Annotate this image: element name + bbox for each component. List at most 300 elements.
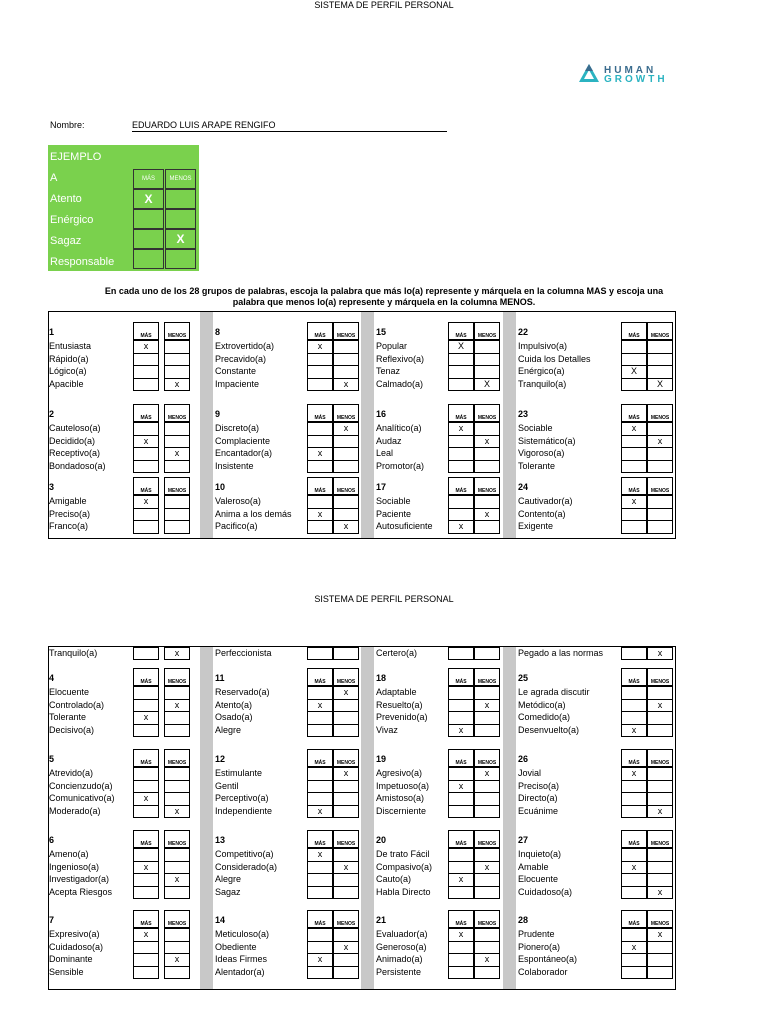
mas-checkbox[interactable] (133, 365, 159, 378)
menos-checkbox[interactable] (647, 861, 673, 874)
group-word: Agresivo(a) (376, 768, 423, 779)
menos-checkbox[interactable]: x (164, 699, 190, 712)
menos-checkbox[interactable] (647, 686, 673, 699)
mas-checkbox[interactable] (448, 861, 474, 874)
mas-checkbox[interactable]: x (307, 447, 333, 460)
group-word: Discreto(a) (215, 423, 260, 434)
menos-checkbox[interactable] (474, 447, 500, 460)
mas-checkbox[interactable] (448, 460, 474, 473)
mas-header: MÁS (307, 749, 333, 767)
mas-checkbox[interactable] (133, 966, 159, 979)
mas-checkbox[interactable] (621, 873, 647, 886)
mas-checkbox[interactable]: x (133, 340, 159, 353)
menos-checkbox[interactable]: x (333, 941, 359, 954)
menos-checkbox[interactable] (164, 780, 190, 793)
group-word: Anima a los demás (215, 508, 292, 519)
carry-word: Pegado a las normas (518, 648, 604, 658)
mas-checkbox[interactable] (133, 805, 159, 818)
menos-header: MENOS (647, 404, 673, 422)
menos-checkbox[interactable] (474, 792, 500, 805)
menos-header: MENOS (164, 910, 190, 928)
menos-checkbox[interactable]: x (164, 378, 190, 391)
example-word: Enérgico (50, 214, 94, 226)
group-word: Paciente (376, 508, 412, 519)
menos-checkbox[interactable]: x (333, 378, 359, 391)
mas-header: MÁS (133, 910, 159, 928)
mas-checkbox[interactable] (307, 647, 333, 660)
menos-checkbox[interactable] (164, 422, 190, 435)
menos-checkbox[interactable]: x (164, 805, 190, 818)
group-number: 12 (215, 754, 226, 764)
mas-checkbox[interactable] (448, 495, 474, 508)
menos-checkbox[interactable] (474, 520, 500, 533)
mas-checkbox[interactable]: x (621, 861, 647, 874)
menos-checkbox[interactable] (647, 953, 673, 966)
mas-checkbox[interactable] (621, 805, 647, 818)
menos-checkbox[interactable] (164, 353, 190, 366)
mas-checkbox[interactable] (307, 520, 333, 533)
menos-header: MENOS (164, 404, 190, 422)
menos-checkbox[interactable]: x (647, 647, 673, 660)
menos-checkbox[interactable] (474, 711, 500, 724)
mas-checkbox[interactable]: X (448, 340, 474, 353)
menos-checkbox[interactable] (333, 647, 359, 660)
mas-checkbox[interactable]: x (448, 724, 474, 737)
mas-checkbox[interactable] (133, 848, 159, 861)
mas-checkbox[interactable]: x (307, 340, 333, 353)
column-separator (361, 312, 374, 538)
mas-checkbox[interactable] (621, 711, 647, 724)
mas-header: MÁS (133, 749, 159, 767)
menos-checkbox[interactable] (333, 780, 359, 793)
mas-checkbox[interactable] (448, 941, 474, 954)
mas-checkbox[interactable] (307, 353, 333, 366)
name-label: Nombre: (50, 120, 85, 130)
menos-checkbox[interactable] (474, 966, 500, 979)
carry-word: Perfeccionista (215, 648, 272, 658)
mas-checkbox[interactable] (621, 378, 647, 391)
mas-checkbox[interactable] (448, 711, 474, 724)
group-word: Animado(a) (376, 954, 423, 965)
mas-checkbox[interactable] (621, 447, 647, 460)
menos-checkbox[interactable] (647, 340, 673, 353)
mas-checkbox[interactable]: x (621, 724, 647, 737)
mas-checkbox[interactable] (133, 508, 159, 521)
menos-checkbox[interactable] (164, 520, 190, 533)
mas-checkbox[interactable]: X (621, 365, 647, 378)
menos-checkbox[interactable] (474, 647, 500, 660)
group-word: Amable (518, 861, 549, 872)
group-word: Compasivo(a) (376, 861, 433, 872)
mas-checkbox[interactable]: x (448, 780, 474, 793)
mas-checkbox[interactable]: x (133, 928, 159, 941)
mas-checkbox[interactable] (448, 647, 474, 660)
mas-checkbox[interactable] (133, 699, 159, 712)
group-word: Atento(a) (215, 699, 253, 710)
menos-checkbox[interactable] (333, 508, 359, 521)
menos-checkbox[interactable] (647, 508, 673, 521)
menos-checkbox[interactable]: x (474, 861, 500, 874)
menos-header: MENOS (333, 668, 359, 686)
mas-checkbox[interactable] (621, 460, 647, 473)
mas-checkbox[interactable]: x (307, 805, 333, 818)
mas-checkbox[interactable] (307, 928, 333, 941)
menos-header: MENOS (474, 404, 500, 422)
group-word: Generoso(a) (376, 941, 427, 952)
menos-checkbox[interactable] (474, 873, 500, 886)
menos-checkbox[interactable] (333, 805, 359, 818)
group-word: Tolerante (518, 460, 556, 471)
mas-checkbox[interactable] (307, 792, 333, 805)
menos-checkbox[interactable] (647, 520, 673, 533)
mas-header: MÁS (621, 749, 647, 767)
menos-checkbox[interactable] (474, 724, 500, 737)
mas-checkbox[interactable] (448, 767, 474, 780)
menos-checkbox[interactable]: x (647, 805, 673, 818)
menos-checkbox[interactable] (164, 460, 190, 473)
example-menos-cell[interactable] (165, 209, 196, 229)
group-word: Sensible (49, 966, 84, 977)
menos-checkbox[interactable] (333, 724, 359, 737)
mas-checkbox[interactable] (133, 353, 159, 366)
group-number: 19 (376, 754, 387, 764)
mas-header: MÁS (133, 830, 159, 848)
mas-header: MÁS (133, 668, 159, 686)
mas-checkbox[interactable] (448, 447, 474, 460)
group-word: Entusiasta (49, 341, 92, 352)
mas-checkbox[interactable] (307, 780, 333, 793)
menos-checkbox[interactable]: x (474, 508, 500, 521)
logo-line2: GROWTH (604, 74, 668, 85)
mas-header: MÁS (448, 749, 474, 767)
menos-checkbox[interactable]: x (164, 447, 190, 460)
mas-checkbox[interactable] (307, 966, 333, 979)
menos-header: MENOS (333, 910, 359, 928)
mas-checkbox[interactable] (621, 780, 647, 793)
menos-checkbox[interactable] (164, 767, 190, 780)
menos-checkbox[interactable] (333, 447, 359, 460)
menos-checkbox[interactable]: x (333, 422, 359, 435)
menos-checkbox[interactable] (647, 711, 673, 724)
mas-checkbox[interactable] (621, 686, 647, 699)
mas-checkbox[interactable] (133, 873, 159, 886)
menos-checkbox[interactable] (647, 792, 673, 805)
menos-checkbox[interactable]: x (647, 435, 673, 448)
menos-checkbox[interactable] (333, 792, 359, 805)
mas-checkbox[interactable] (307, 873, 333, 886)
menos-checkbox[interactable] (474, 365, 500, 378)
menos-checkbox[interactable] (333, 435, 359, 448)
group-word: Tolerante (49, 712, 87, 723)
mas-checkbox[interactable] (133, 520, 159, 533)
group-word: Habla Directo (376, 886, 431, 897)
menos-checkbox[interactable] (333, 886, 359, 899)
mas-checkbox[interactable]: x (448, 873, 474, 886)
menos-checkbox[interactable] (164, 508, 190, 521)
mas-checkbox[interactable]: x (307, 953, 333, 966)
menos-checkbox[interactable] (474, 353, 500, 366)
mas-checkbox[interactable] (307, 435, 333, 448)
menos-checkbox[interactable] (164, 724, 190, 737)
menos-checkbox[interactable] (164, 711, 190, 724)
mas-checkbox[interactable] (307, 861, 333, 874)
group-word: Resuelto(a) (376, 699, 423, 710)
group-word: Sociable (376, 496, 411, 507)
group-word: Obediente (215, 941, 257, 952)
mas-checkbox[interactable] (307, 724, 333, 737)
name-field[interactable]: EDUARDO LUIS ARAPE RENGIFO (132, 120, 447, 132)
mas-checkbox[interactable] (448, 353, 474, 366)
menos-checkbox[interactable] (164, 792, 190, 805)
page-title: SISTEMA DE PERFIL PERSONAL (314, 0, 454, 10)
menos-checkbox[interactable] (647, 365, 673, 378)
mas-checkbox[interactable]: x (621, 495, 647, 508)
menos-checkbox[interactable]: x (333, 520, 359, 533)
example-word: Atento (50, 193, 82, 205)
group-number: 17 (376, 482, 387, 492)
menos-checkbox[interactable] (474, 848, 500, 861)
menos-checkbox[interactable] (164, 365, 190, 378)
mas-checkbox[interactable] (133, 941, 159, 954)
group-number: 27 (518, 835, 529, 845)
menos-checkbox[interactable] (164, 848, 190, 861)
mas-checkbox[interactable] (133, 724, 159, 737)
mas-checkbox[interactable] (307, 686, 333, 699)
mas-checkbox[interactable] (307, 495, 333, 508)
mas-checkbox[interactable] (307, 378, 333, 391)
mas-checkbox[interactable] (621, 953, 647, 966)
menos-checkbox[interactable] (474, 805, 500, 818)
mas-checkbox[interactable] (448, 699, 474, 712)
menos-checkbox[interactable]: x (333, 686, 359, 699)
menos-checkbox[interactable] (164, 495, 190, 508)
menos-checkbox[interactable] (647, 724, 673, 737)
group-word: Audaz (376, 435, 402, 446)
mas-checkbox[interactable] (621, 353, 647, 366)
menos-checkbox[interactable] (647, 941, 673, 954)
mas-checkbox[interactable] (621, 928, 647, 941)
menos-checkbox[interactable]: X (474, 378, 500, 391)
menos-checkbox[interactable] (474, 460, 500, 473)
group-word: Desenvuelto(a) (518, 724, 580, 735)
mas-checkbox[interactable] (133, 422, 159, 435)
menos-checkbox[interactable] (333, 365, 359, 378)
mas-checkbox[interactable] (133, 953, 159, 966)
group-word: Estimulante (215, 768, 263, 779)
mas-checkbox[interactable] (448, 686, 474, 699)
menos-checkbox[interactable]: x (474, 767, 500, 780)
example-mas-cell[interactable] (133, 229, 164, 249)
menos-checkbox[interactable]: x (474, 953, 500, 966)
menos-checkbox[interactable] (333, 340, 359, 353)
menos-checkbox[interactable]: X (647, 378, 673, 391)
menos-checkbox[interactable] (164, 435, 190, 448)
menos-checkbox[interactable] (333, 460, 359, 473)
logo-line1: HUMAN (604, 65, 657, 76)
mas-checkbox[interactable]: x (448, 520, 474, 533)
mas-checkbox[interactable] (621, 848, 647, 861)
menos-checkbox[interactable] (474, 928, 500, 941)
menos-checkbox[interactable]: x (474, 435, 500, 448)
menos-checkbox[interactable]: x (474, 699, 500, 712)
menos-checkbox[interactable] (647, 780, 673, 793)
group-word: Pacifico(a) (215, 521, 258, 532)
menos-checkbox[interactable] (647, 767, 673, 780)
menos-checkbox[interactable] (333, 848, 359, 861)
menos-checkbox[interactable]: x (333, 861, 359, 874)
mas-checkbox[interactable] (133, 780, 159, 793)
menos-checkbox[interactable] (647, 460, 673, 473)
group-number: 9 (215, 409, 221, 419)
menos-checkbox[interactable]: x (333, 767, 359, 780)
menos-checkbox[interactable] (647, 447, 673, 460)
mas-checkbox[interactable] (621, 966, 647, 979)
group-number: 6 (49, 835, 55, 845)
menos-checkbox[interactable] (474, 886, 500, 899)
menos-checkbox[interactable] (333, 873, 359, 886)
menos-checkbox[interactable] (647, 873, 673, 886)
menos-checkbox[interactable]: x (164, 647, 190, 660)
menos-checkbox[interactable] (164, 966, 190, 979)
mas-checkbox[interactable]: x (621, 422, 647, 435)
mas-checkbox[interactable] (621, 886, 647, 899)
menos-checkbox[interactable] (333, 353, 359, 366)
menos-checkbox[interactable] (164, 861, 190, 874)
menos-checkbox[interactable] (333, 953, 359, 966)
human-growth-logo (578, 62, 678, 86)
mas-checkbox[interactable] (307, 711, 333, 724)
mas-checkbox[interactable] (133, 886, 159, 899)
mas-checkbox[interactable]: x (307, 508, 333, 521)
menos-checkbox[interactable] (474, 495, 500, 508)
example-menos-header: MENOS (165, 169, 196, 189)
mas-checkbox[interactable] (621, 520, 647, 533)
mas-checkbox[interactable] (448, 848, 474, 861)
mas-checkbox[interactable] (133, 686, 159, 699)
mas-checkbox[interactable] (307, 422, 333, 435)
mas-checkbox[interactable] (448, 378, 474, 391)
mas-checkbox[interactable] (621, 340, 647, 353)
mas-checkbox[interactable] (133, 767, 159, 780)
group-word: Adaptable (376, 687, 417, 698)
mas-checkbox[interactable] (448, 953, 474, 966)
mas-checkbox[interactable] (133, 647, 159, 660)
mas-checkbox[interactable] (307, 886, 333, 899)
mas-checkbox[interactable] (448, 886, 474, 899)
menos-checkbox[interactable] (647, 422, 673, 435)
mas-checkbox[interactable] (307, 767, 333, 780)
menos-checkbox[interactable]: x (164, 873, 190, 886)
menos-checkbox[interactable] (474, 941, 500, 954)
mas-checkbox[interactable] (133, 460, 159, 473)
mas-checkbox[interactable] (621, 647, 647, 660)
group-word: Moderado(a) (49, 805, 101, 816)
mas-checkbox[interactable]: x (307, 848, 333, 861)
menos-checkbox[interactable] (474, 686, 500, 699)
menos-checkbox[interactable]: x (647, 928, 673, 941)
mas-checkbox[interactable] (307, 365, 333, 378)
menos-checkbox[interactable] (474, 422, 500, 435)
mas-checkbox[interactable] (448, 365, 474, 378)
example-mas-cell[interactable]: X (133, 189, 164, 209)
mas-checkbox[interactable] (621, 699, 647, 712)
example-menos-cell[interactable] (165, 189, 196, 209)
example-mas-cell[interactable] (133, 249, 164, 269)
menos-checkbox[interactable] (333, 928, 359, 941)
mas-checkbox[interactable]: x (133, 792, 159, 805)
mas-checkbox[interactable]: x (448, 928, 474, 941)
menos-checkbox[interactable] (647, 966, 673, 979)
mas-header: MÁS (307, 404, 333, 422)
menos-checkbox[interactable]: x (164, 953, 190, 966)
mas-checkbox[interactable]: x (307, 699, 333, 712)
example-menos-cell[interactable]: X (165, 229, 196, 249)
menos-checkbox[interactable] (333, 966, 359, 979)
menos-checkbox[interactable] (164, 886, 190, 899)
menos-checkbox[interactable] (333, 699, 359, 712)
menos-checkbox[interactable] (474, 780, 500, 793)
group-word: Independiente (215, 805, 273, 816)
group-number: 28 (518, 915, 529, 925)
group-word: Prudente (518, 929, 555, 940)
mas-checkbox[interactable]: x (621, 941, 647, 954)
mas-checkbox[interactable] (448, 435, 474, 448)
menos-checkbox[interactable] (164, 340, 190, 353)
mas-checkbox[interactable]: x (133, 711, 159, 724)
menos-checkbox[interactable] (164, 941, 190, 954)
menos-checkbox[interactable] (333, 495, 359, 508)
mas-checkbox[interactable] (448, 508, 474, 521)
example-menos-cell[interactable] (165, 249, 196, 269)
group-word: Alentador(a) (215, 966, 265, 977)
mas-checkbox[interactable] (621, 792, 647, 805)
mas-checkbox[interactable] (621, 508, 647, 521)
mas-checkbox[interactable]: x (448, 422, 474, 435)
mas-checkbox[interactable]: x (133, 861, 159, 874)
mas-checkbox[interactable] (307, 941, 333, 954)
mas-checkbox[interactable] (448, 792, 474, 805)
menos-checkbox[interactable] (647, 495, 673, 508)
mas-checkbox[interactable] (307, 460, 333, 473)
mas-checkbox[interactable] (133, 378, 159, 391)
group-number: 4 (49, 673, 55, 683)
menos-checkbox[interactable] (474, 340, 500, 353)
mas-checkbox[interactable] (133, 447, 159, 460)
menos-checkbox[interactable] (333, 711, 359, 724)
menos-header: MENOS (647, 830, 673, 848)
mas-checkbox[interactable] (448, 966, 474, 979)
mas-checkbox[interactable] (621, 435, 647, 448)
group-word: Colaborador (518, 966, 568, 977)
menos-checkbox[interactable]: x (647, 886, 673, 899)
menos-checkbox[interactable] (164, 686, 190, 699)
menos-header: MENOS (474, 910, 500, 928)
menos-checkbox[interactable]: x (647, 699, 673, 712)
mas-checkbox[interactable]: x (621, 767, 647, 780)
group-word: Receptivo(a) (49, 448, 101, 459)
group-word: Cuidadoso(a) (518, 886, 573, 897)
mas-checkbox[interactable]: x (133, 495, 159, 508)
mas-checkbox[interactable]: x (133, 435, 159, 448)
group-number: 24 (518, 482, 529, 492)
menos-checkbox[interactable] (164, 928, 190, 941)
menos-checkbox[interactable] (647, 848, 673, 861)
example-mas-cell[interactable] (133, 209, 164, 229)
mas-checkbox[interactable] (448, 805, 474, 818)
group-number: 22 (518, 327, 529, 337)
menos-checkbox[interactable] (647, 353, 673, 366)
group-number: 16 (376, 409, 387, 419)
